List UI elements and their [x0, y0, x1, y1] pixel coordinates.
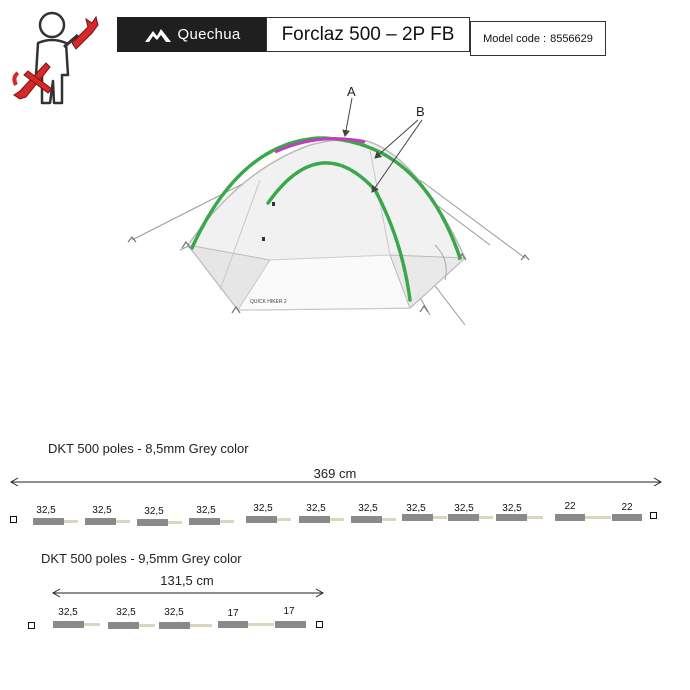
pole-segment [189, 518, 220, 525]
label-a: A [347, 84, 356, 99]
pole-segment [218, 621, 248, 628]
segment-label: 32,5 [92, 505, 112, 516]
pole-segment [53, 621, 84, 628]
pole-joint [479, 516, 493, 519]
pole-set-2-title: DKT 500 poles - 9,5mm Grey color [41, 551, 242, 566]
pole-joint [220, 520, 234, 523]
segment-label: 32,5 [116, 607, 136, 618]
repair-figure-icon [8, 5, 100, 113]
segment-label: 17 [283, 606, 295, 617]
segment-label: 32,5 [253, 503, 273, 514]
pole-segment [351, 516, 382, 523]
pole-set-1-length: 369 cm [313, 466, 357, 481]
pole-joint [527, 516, 543, 519]
pole-joint [382, 518, 396, 521]
pole-segment [612, 514, 642, 521]
product-title-text: Forclaz 500 – 2P FB [281, 23, 455, 45]
segment-label: 32,5 [58, 607, 78, 618]
pole-segment [137, 519, 168, 526]
model-code-label: Model code : [483, 32, 547, 45]
end-cap-left [10, 516, 17, 523]
tent-diagram [120, 80, 540, 340]
pole-joint [330, 518, 344, 521]
pole-segment [85, 518, 116, 525]
pole-segment [448, 514, 479, 521]
segment-label: 32,5 [196, 505, 216, 516]
segment-label: 32,5 [406, 503, 426, 514]
pole-set-1-title: DKT 500 poles - 8,5mm Grey color [48, 441, 249, 456]
pole-joint [585, 516, 611, 519]
pole-segment [246, 516, 277, 523]
segment-label: 22 [621, 502, 633, 513]
pole-set-2-length: 131,5 cm [160, 573, 214, 588]
end-cap-left [28, 622, 35, 629]
pole-joint [277, 518, 291, 521]
pole-joint [139, 624, 155, 627]
product-title [266, 17, 470, 52]
pole-joint [84, 623, 100, 626]
pole-joint [64, 520, 78, 523]
pole-set-2-dimension-line [50, 587, 326, 599]
segment-label: 32,5 [164, 607, 184, 618]
pole-segment [275, 621, 306, 628]
pole-segment [299, 516, 330, 523]
segment-label: 32,5 [306, 503, 326, 514]
model-code-value: 8556629 [550, 32, 593, 45]
pole-set-1-dimension-line [8, 476, 664, 488]
segment-label: 32,5 [454, 503, 474, 514]
brand-name: Quechua [177, 26, 241, 43]
label-b: B [416, 104, 425, 119]
segment-label: 32,5 [358, 503, 378, 514]
pole-joint [168, 521, 182, 524]
segment-label: 32,5 [36, 505, 56, 516]
pole-joint [116, 520, 130, 523]
pole-joint [433, 516, 447, 519]
pole-segment [402, 514, 433, 521]
pole-segment [159, 622, 190, 629]
quechua-mountain-icon [144, 27, 172, 43]
end-cap-right [316, 621, 323, 628]
pole-segment [33, 518, 64, 525]
pole-segment [496, 514, 527, 521]
tent-body [188, 139, 465, 310]
segment-label: 32,5 [502, 503, 522, 514]
pole-joint [190, 624, 212, 627]
pole-segment [108, 622, 139, 629]
segment-label: 32,5 [144, 506, 164, 517]
pole-joint [248, 623, 274, 626]
pole-segment [555, 514, 585, 521]
brand-logo [117, 17, 267, 52]
model-code-box [470, 21, 606, 56]
tent-print: QUICK HIKER 2 [250, 299, 287, 305]
segment-label: 22 [564, 501, 576, 512]
segment-label: 17 [227, 608, 239, 619]
end-cap-right [650, 512, 657, 519]
